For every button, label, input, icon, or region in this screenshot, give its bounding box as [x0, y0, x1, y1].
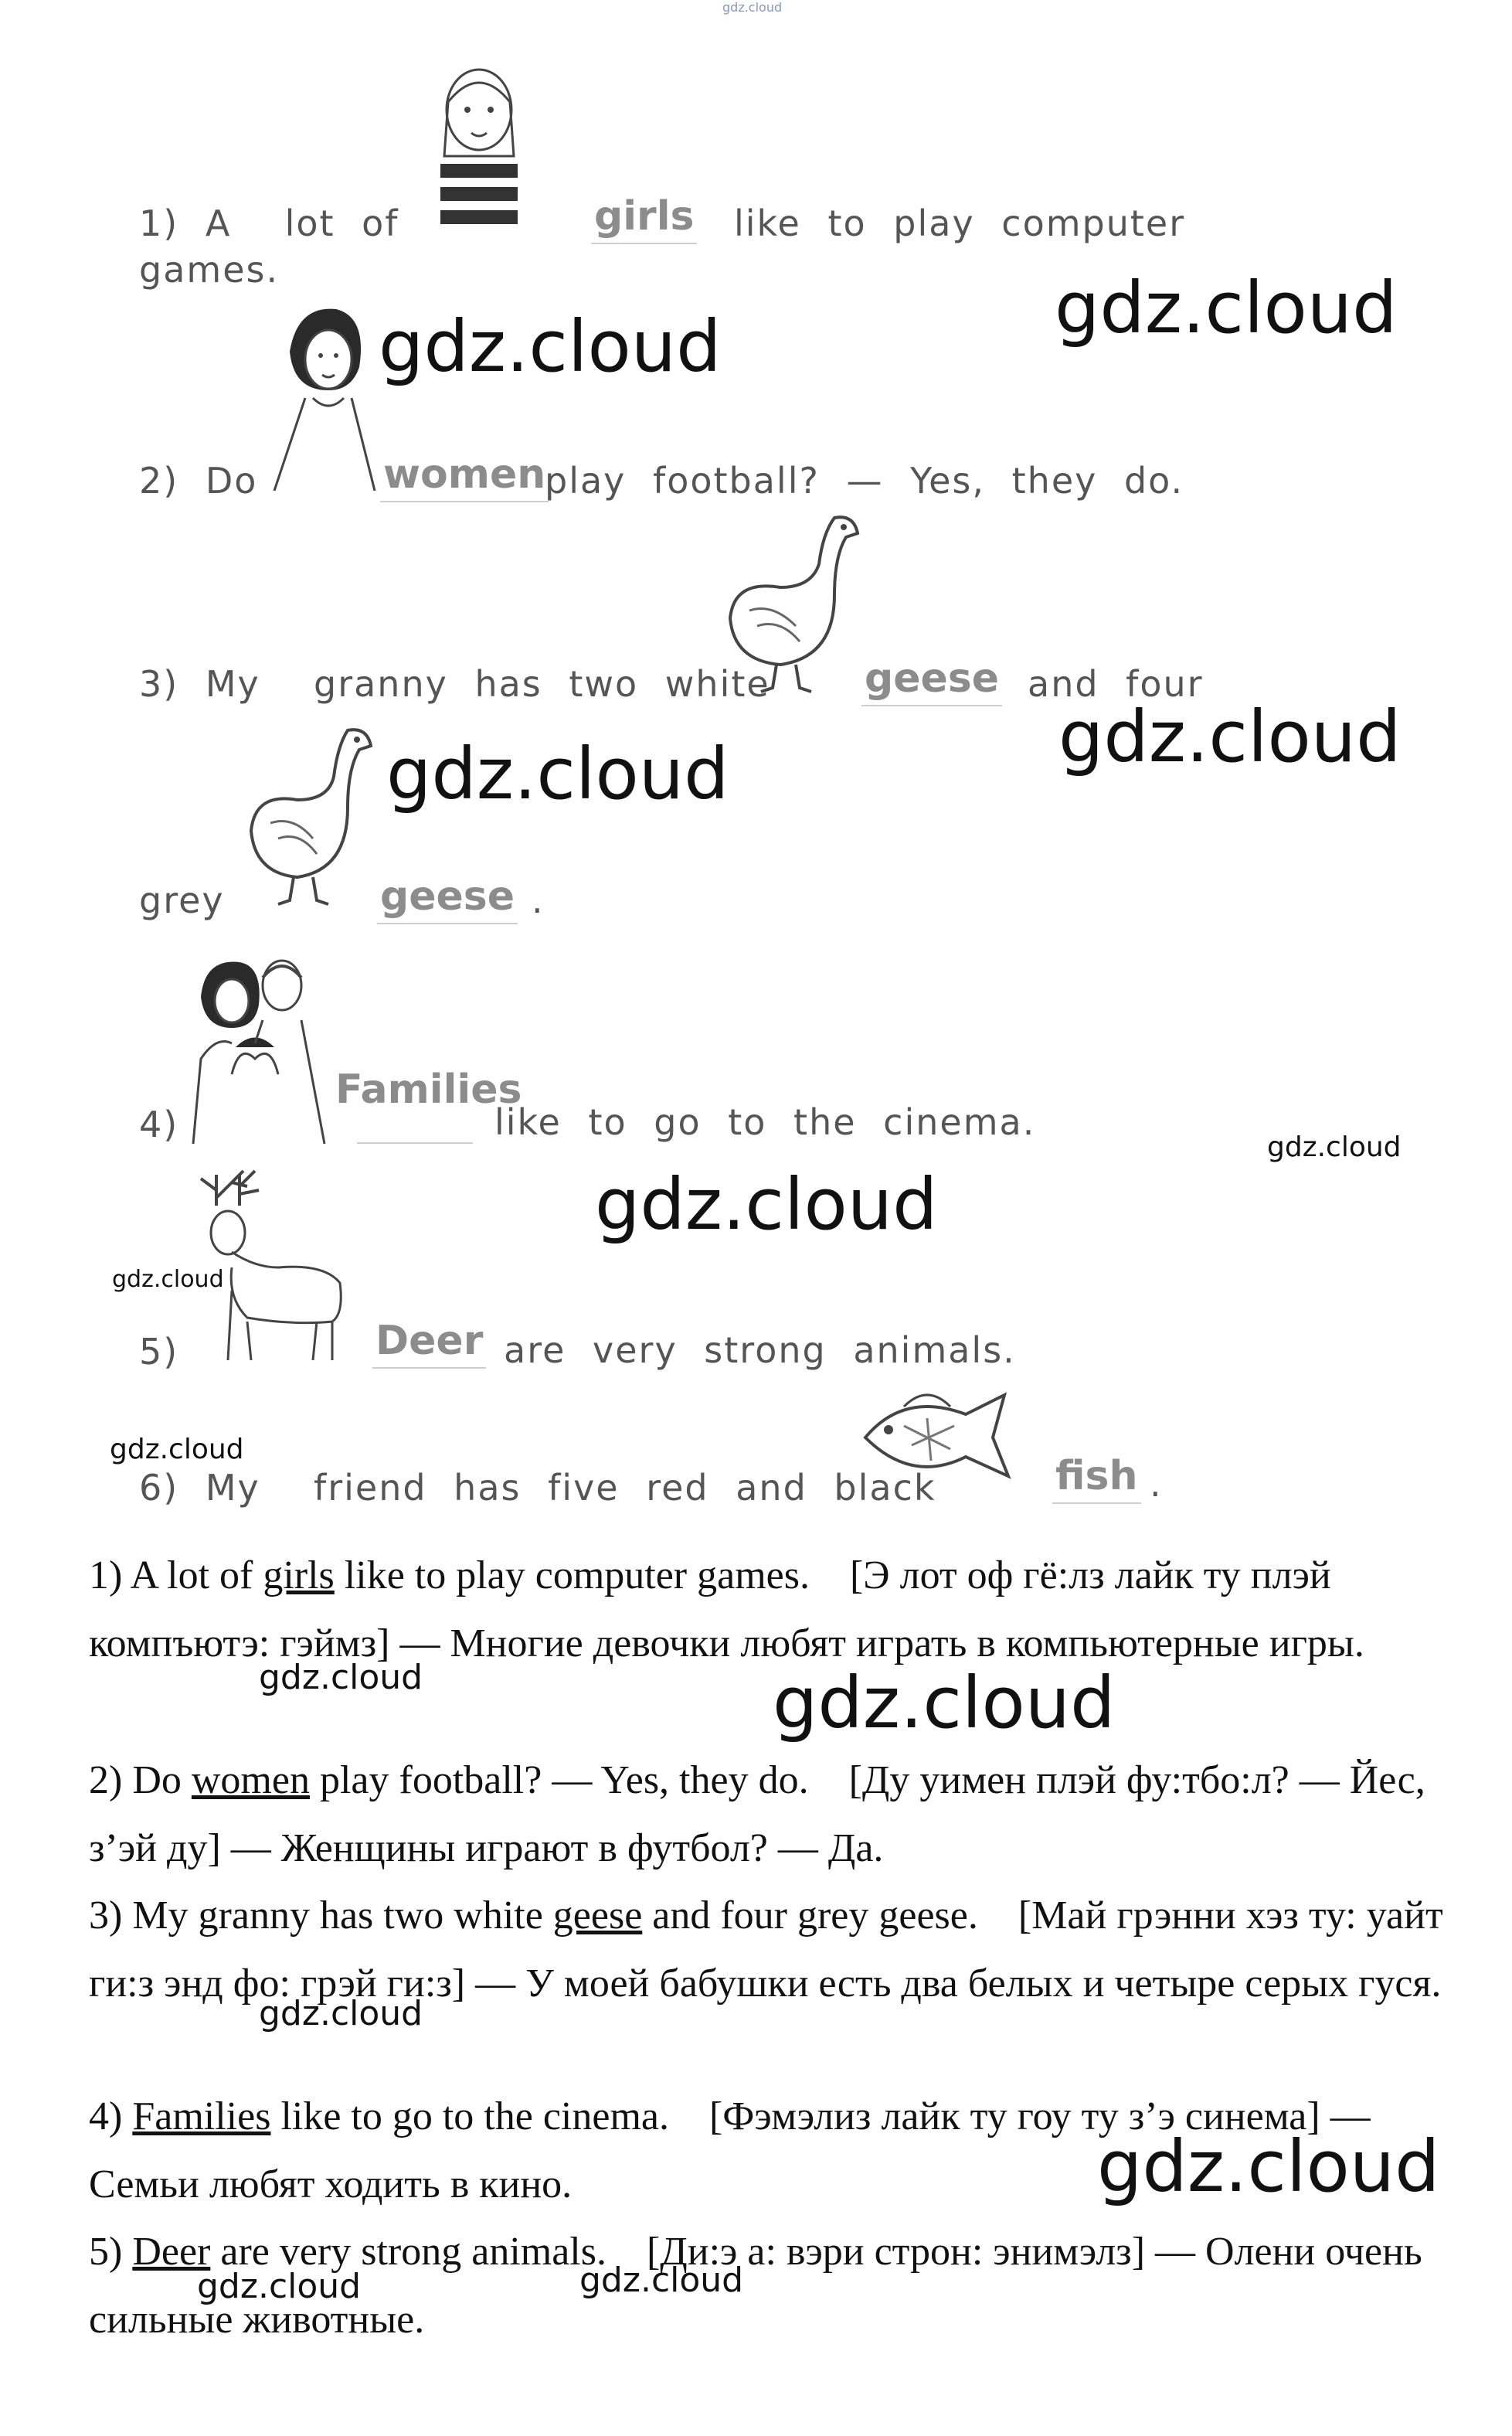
item-6-before: friend has five red and black [314, 1467, 936, 1509]
item-3-before: granny has two white [314, 663, 770, 705]
item-3-after: and four [1028, 663, 1204, 705]
watermark: gdz.cloud [112, 1266, 224, 1293]
watermark: gdz.cloud [259, 1658, 423, 1697]
item-1-answer: girls [591, 193, 697, 244]
item-2-after: play football? — Yes, they do. [545, 460, 1184, 502]
watermark: gdz.cloud [1097, 2125, 1440, 2208]
item-5-number: 5) [139, 1331, 179, 1373]
translation-4-transcription: [Фэмэлиз лайк ту гоу ту з’э синема] — Семьи любят ходить в кино. [89, 2094, 1371, 2206]
watermark: gdz.cloud [579, 2261, 744, 2300]
item-2-answer: women [380, 451, 549, 502]
item-3b-answer: geese [377, 873, 518, 924]
item-5-answer: Deer [372, 1318, 486, 1369]
watermark: gdz.cloud [110, 1434, 244, 1465]
watermark: gdz.cloud [773, 1662, 1116, 1744]
translation-1-sentence-end: like to play computer games. [334, 1553, 810, 1597]
item-3b-after: . [532, 879, 545, 921]
translation-4-sentence-end: like to go to the cinema. [270, 2094, 669, 2138]
item-3-answer: geese [861, 655, 1002, 706]
translation-3-answer: geese [552, 1893, 643, 1938]
translation-1-transcription: [Э лот оф гё:лз лайк ту плэй компъютэ: гэймз] — Многие девочки любят играть в компьютерные игры. [89, 1553, 1364, 1665]
item-4-answer: Families [335, 1067, 522, 1113]
translation-3-start: 3) My granny has two white [89, 1893, 553, 1938]
item-1-before: lot of [284, 202, 399, 244]
item-5-after: are very strong animals. [504, 1329, 1016, 1371]
translation-2-sentence-end: play football? — Yes, they do. [309, 1758, 809, 1802]
item-4-blank-line [357, 1142, 473, 1144]
translation-1-answer: girls [263, 1553, 335, 1597]
translation-2-answer: women [191, 1758, 310, 1802]
exercise-item-6 [139, 1467, 936, 1509]
translation-3-sentence-end: and four grey geese. [642, 1893, 978, 1938]
exercise-item-5 [139, 1331, 178, 1373]
exercise-item-3 [139, 663, 770, 705]
item-6-answer: fish [1052, 1453, 1141, 1504]
translation-4-start: 4) [89, 2094, 133, 2138]
translation-2 [89, 1747, 1449, 1883]
watermark-top: gdz.cloud [722, 0, 783, 15]
item-4-after: like to go to the cinema. [494, 1101, 1036, 1143]
translation-4-answer: Families [132, 2094, 271, 2138]
translation-5-answer: Deer [132, 2230, 211, 2274]
watermark: gdz.cloud [259, 1994, 423, 2033]
translation-5-transcription: [Ди:э а: вэри строн: энимэлз] — Олени очень сильные животные. [89, 2230, 1422, 2342]
watermark: gdz.cloud [379, 305, 722, 388]
woman-illustration [259, 298, 382, 491]
item-3-number: 3) My [139, 663, 260, 705]
item-1-number: 1) A [139, 202, 232, 244]
item-3b-before: grey [139, 879, 225, 921]
watermark: gdz.cloud [1058, 696, 1402, 778]
item-4-number: 4) [139, 1104, 179, 1145]
deer-illustration [185, 1159, 355, 1360]
item-1-after: like to play computer [734, 202, 1186, 244]
goose-illustration [240, 723, 386, 908]
item-2-number: 2) Do [139, 460, 258, 502]
translation-5-sentence-end: are very strong animals. [210, 2230, 606, 2274]
watermark: gdz.cloud [197, 2267, 362, 2306]
watermark: gdz.cloud [595, 1163, 938, 1246]
watermark: gdz.cloud [386, 733, 729, 815]
family-illustration [185, 943, 340, 1144]
watermark: gdz.cloud [1267, 1131, 1402, 1163]
exercise-item-2 [139, 460, 257, 502]
translation-5-start: 5) [89, 2230, 133, 2274]
girl-illustration [417, 63, 541, 233]
exercise-item-4 [139, 1104, 178, 1145]
item-1-continuation: games. [139, 249, 280, 291]
translation-2-start: 2) Do [89, 1758, 192, 1802]
translation-2-transcription: [Ду уимен плэй фу:тбо:л? — Йес, з’эй ду] — Женщины играют в футбол? — Да. [89, 1758, 1425, 1870]
translation-3-transcription: [Май грэнни хэз ту: уайт ги:з энд фо: грэй ги:з] — У моей бабушки есть два белых и четыре серых гуся. [89, 1893, 1443, 2006]
translation-1-start: 1) A lot of [89, 1553, 263, 1597]
watermark: gdz.cloud [1055, 267, 1398, 349]
item-6-after: . [1150, 1463, 1163, 1505]
item-6-number: 6) My [139, 1467, 260, 1509]
exercise-item-1 [139, 202, 399, 244]
